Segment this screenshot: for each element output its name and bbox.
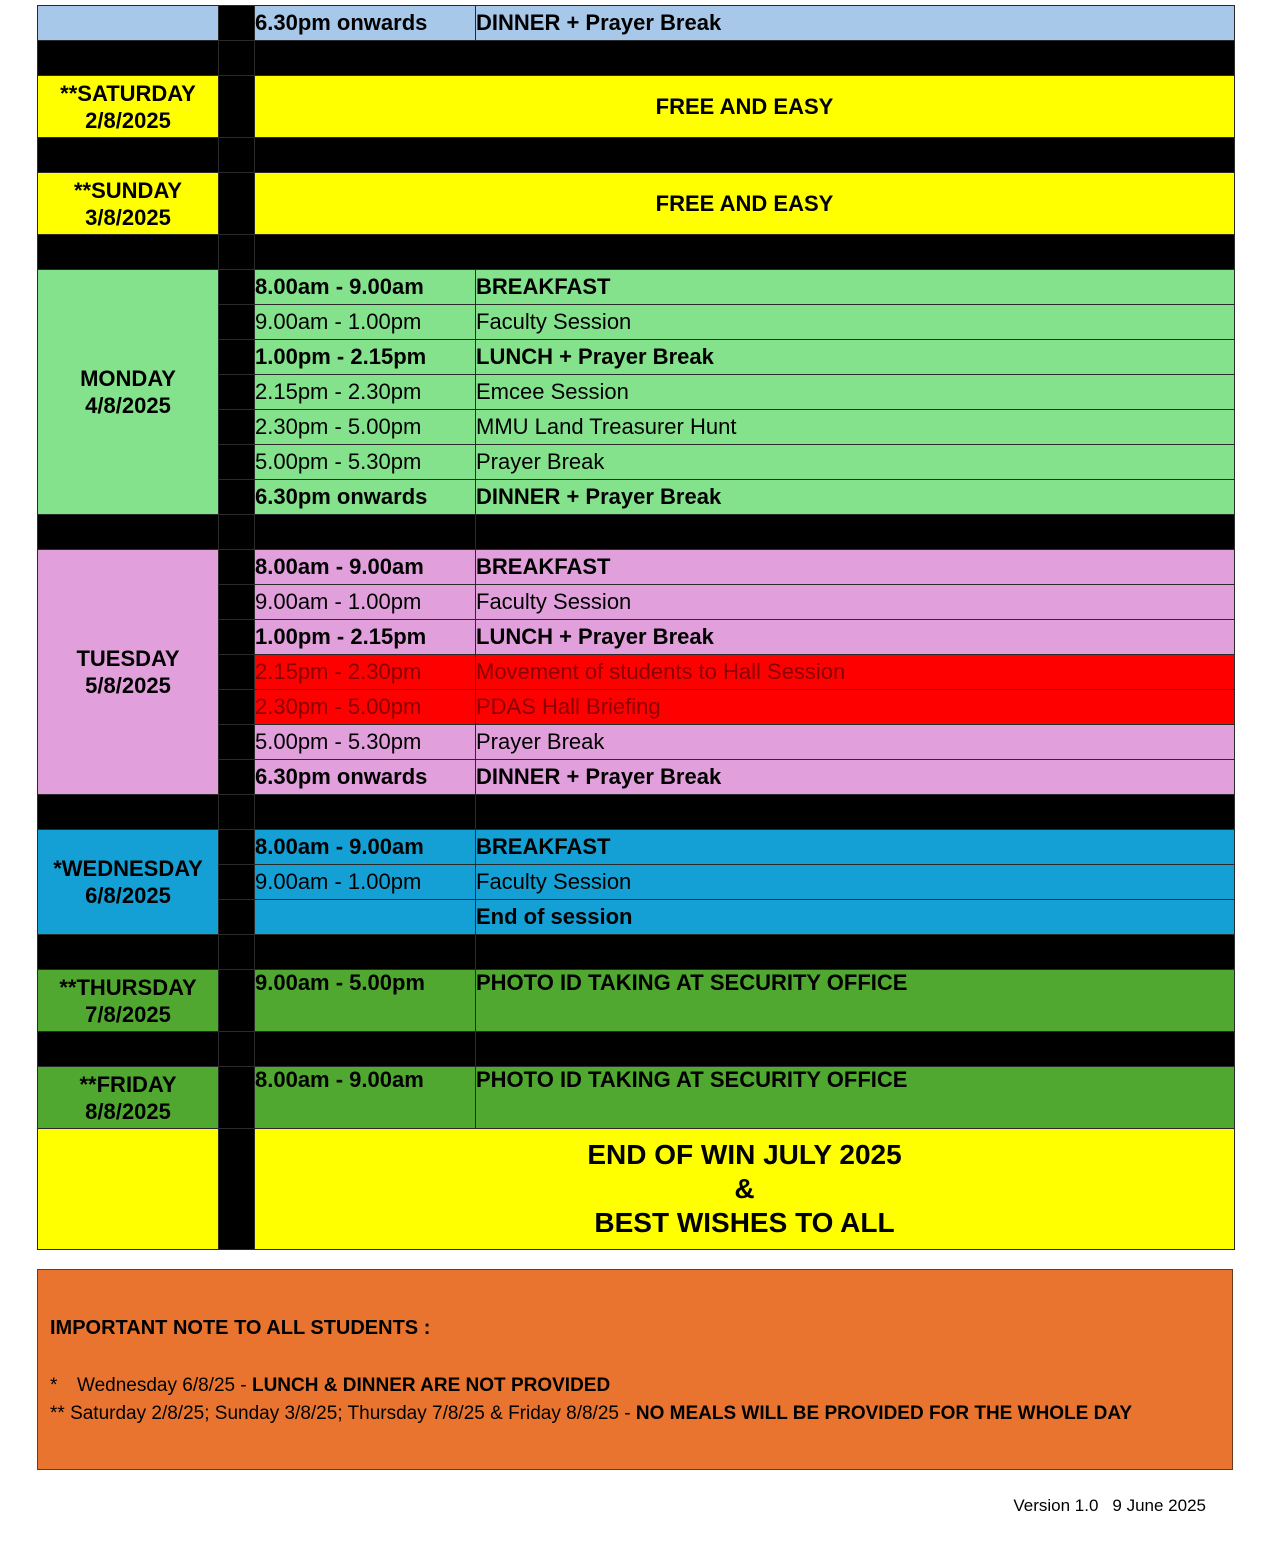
time-cell: 6.30pm onwards [255, 760, 476, 795]
table-row [38, 970, 1235, 1032]
activity-cell: Faculty Session [476, 865, 1235, 900]
activity-cell: Emcee Session [476, 375, 1235, 410]
activity-cell: LUNCH + Prayer Break [476, 620, 1235, 655]
note-line-no-meals: ** Saturday 2/8/25; Sunday 3/8/25; Thursday 7/8/25 & Friday 8/8/25 - NO MEALS WILL BE PROVIDED FOR THE WHOLE DAY [50, 1403, 1132, 1424]
activity-cell: PHOTO ID TAKING AT SECURITY OFFICE [476, 970, 1235, 1032]
activity-cell: Faculty Session [476, 305, 1235, 340]
day-cell-tuesday: TUESDAY 5/8/2025 [38, 550, 219, 795]
day-cell-saturday: **SATURDAY 2/8/2025 [38, 76, 219, 138]
time-cell: 9.00am - 1.00pm [255, 305, 476, 340]
activity-cell: BREAKFAST [476, 550, 1235, 585]
separator-row [38, 795, 1235, 830]
time-cell: 1.00pm - 2.15pm [255, 620, 476, 655]
separator-row [38, 138, 1235, 173]
activity-cell: DINNER + Prayer Break [476, 480, 1235, 515]
table-row [38, 76, 1235, 138]
table-row [38, 1129, 1235, 1250]
time-cell: 8.00am - 9.00am [255, 830, 476, 865]
note-line-wednesday: * Wednesday 6/8/25 - LUNCH & DINNER ARE NOT PROVIDED [50, 1375, 611, 1396]
activity-cell: LUNCH + Prayer Break [476, 340, 1235, 375]
time-cell [255, 900, 476, 935]
activity-cell: BREAKFAST [476, 830, 1235, 865]
time-cell: 8.00am - 9.00am [255, 270, 476, 305]
time-cell: 5.00pm - 5.30pm [255, 445, 476, 480]
time-cell: 2.30pm - 5.00pm [255, 690, 476, 725]
activity-cell: PHOTO ID TAKING AT SECURITY OFFICE [476, 1067, 1235, 1129]
activity-cell: BREAKFAST [476, 270, 1235, 305]
activity-cell: DINNER + Prayer Break [476, 6, 1235, 41]
table-row [38, 1067, 1235, 1129]
version-label: Version 1.0 9 June 2025 [1013, 1496, 1206, 1515]
time-cell: 9.00am - 1.00pm [255, 865, 476, 900]
activity-cell: Faculty Session [476, 585, 1235, 620]
separator-row [38, 935, 1235, 970]
activity-cell: PDAS Hall Briefing [476, 690, 1235, 725]
note-title: IMPORTANT NOTE TO ALL STUDENTS : [50, 1317, 431, 1339]
time-cell: 1.00pm - 2.15pm [255, 340, 476, 375]
time-cell: 6.30pm onwards [255, 480, 476, 515]
day-cell-thursday: **THURSDAY 7/8/2025 [38, 970, 219, 1032]
time-cell: 8.00am - 9.00am [255, 1067, 476, 1129]
separator-row [38, 41, 1235, 76]
separator-row [38, 1032, 1235, 1067]
table-row [38, 173, 1235, 235]
activity-cell: End of session [476, 900, 1235, 935]
table-row [38, 550, 1235, 585]
activity-cell: MMU Land Treasurer Hunt [476, 410, 1235, 445]
time-cell: 2.15pm - 2.30pm [255, 375, 476, 410]
activity-cell: Prayer Break [476, 725, 1235, 760]
important-note-box [37, 1269, 1233, 1470]
day-cell-sunday: **SUNDAY 3/8/2025 [38, 173, 219, 235]
time-cell: 9.00am - 5.00pm [255, 970, 476, 1032]
free-and-easy-cell: FREE AND EASY [255, 173, 1235, 235]
separator-row [38, 235, 1235, 270]
free-and-easy-cell: FREE AND EASY [255, 76, 1235, 138]
time-cell: 8.00am - 9.00am [255, 550, 476, 585]
time-cell: 6.30pm onwards [255, 6, 476, 41]
table-row [38, 6, 1235, 41]
schedule-table [37, 5, 1235, 1250]
time-cell: 2.15pm - 2.30pm [255, 655, 476, 690]
closing-message: END OF WIN JULY 2025 & BEST WISHES TO ALL [255, 1129, 1235, 1250]
separator-row [38, 515, 1235, 550]
time-cell: 9.00am - 1.00pm [255, 585, 476, 620]
day-cell-friday: **FRIDAY 8/8/2025 [38, 1067, 219, 1129]
day-cell-monday: MONDAY 4/8/2025 [38, 270, 219, 515]
day-cell-wednesday: *WEDNESDAY 6/8/2025 [38, 830, 219, 935]
time-cell: 2.30pm - 5.00pm [255, 410, 476, 445]
table-row [38, 270, 1235, 305]
activity-cell: DINNER + Prayer Break [476, 760, 1235, 795]
table-row [38, 830, 1235, 865]
activity-cell: Prayer Break [476, 445, 1235, 480]
activity-cell: Movement of students to Hall Session [476, 655, 1235, 690]
time-cell: 5.00pm - 5.30pm [255, 725, 476, 760]
